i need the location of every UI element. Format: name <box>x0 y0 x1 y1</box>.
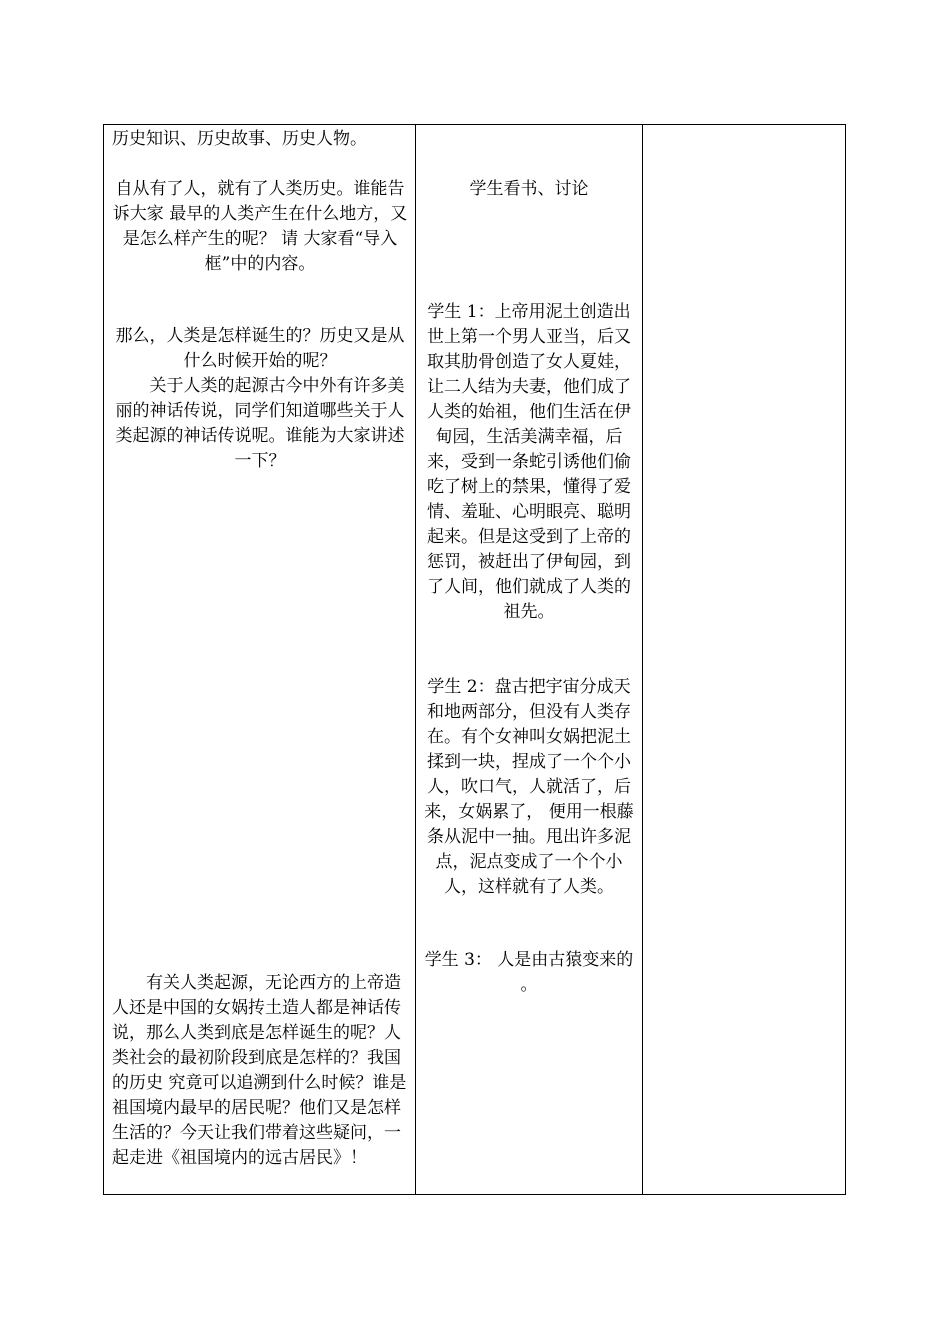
teacher-text-question-2: 那么，人类是怎样诞生的？历史又是从什么时候开始的呢？ <box>115 326 405 371</box>
student-1-answer: 学生 1：上帝用泥土创造出世上第一个男人亚当，后又取其肋骨创造了女人夏娃，让二人结为夫妻，他们成了人类的始祖，他们生活在伊甸园，生活美满幸福，后来，受到一条蛇引诱他们偷吃了树上的禁果，懂得了爱情、羞耻、心明眼亮、聪明起来。但是这受到了上帝的惩罚，被赶出了伊甸园，到了人间，他们就成了人类的祖先。 <box>427 302 631 622</box>
teacher-text-question-1: 自从有了人，就有了人类历史。谁能告诉大家 最早的人类产生在什么地方，又是怎么样产生的呢？ 请 大家看“导入框”中的内容。 <box>112 179 408 274</box>
student-2-answer: 学生 2：盘古把宇宙分成天和地两部分，但没有人类存在。有个女神叫女娲把泥土揉到一块，捏成了一个个小人，吹口气，人就活了，后来，女娲累了， 便用一根藤条从泥中一抽。甩出许多泥点，泥点变成了一个个小人，这样就有了人类。 <box>424 677 634 897</box>
student-3-answer: 学生 3： 人是由古猿变来的 。 <box>424 950 634 995</box>
teacher-text-summary: 有关人类起源，无论西方的上帝造人还是中国的女娲抟土造人都是神话传说，那么人类到底是怎样诞生的呢？人类社会的最初阶段到底是怎样的？我国的历史 究竟可以追溯到什么时候？谁是祖国境内最早的居民呢？他们又是怎样生活的？今天让我们带着这些疑问，一起走进《祖国境内的远古居民》！ <box>112 973 407 1168</box>
column-divider-1 <box>415 125 416 1194</box>
teacher-text-question-3: 关于人类的起源古今中外有许多美丽的神话传说，同学们知道哪些关于人类起源的神话传说呢。谁能为大家讲述一下？ <box>115 376 405 471</box>
column-divider-2 <box>642 125 643 1194</box>
teacher-text-intro: 历史知识、历史故事、历史人物。 <box>112 129 367 149</box>
student-activity: 学生看书、讨论 <box>469 179 589 199</box>
lesson-plan-table <box>103 124 846 1195</box>
